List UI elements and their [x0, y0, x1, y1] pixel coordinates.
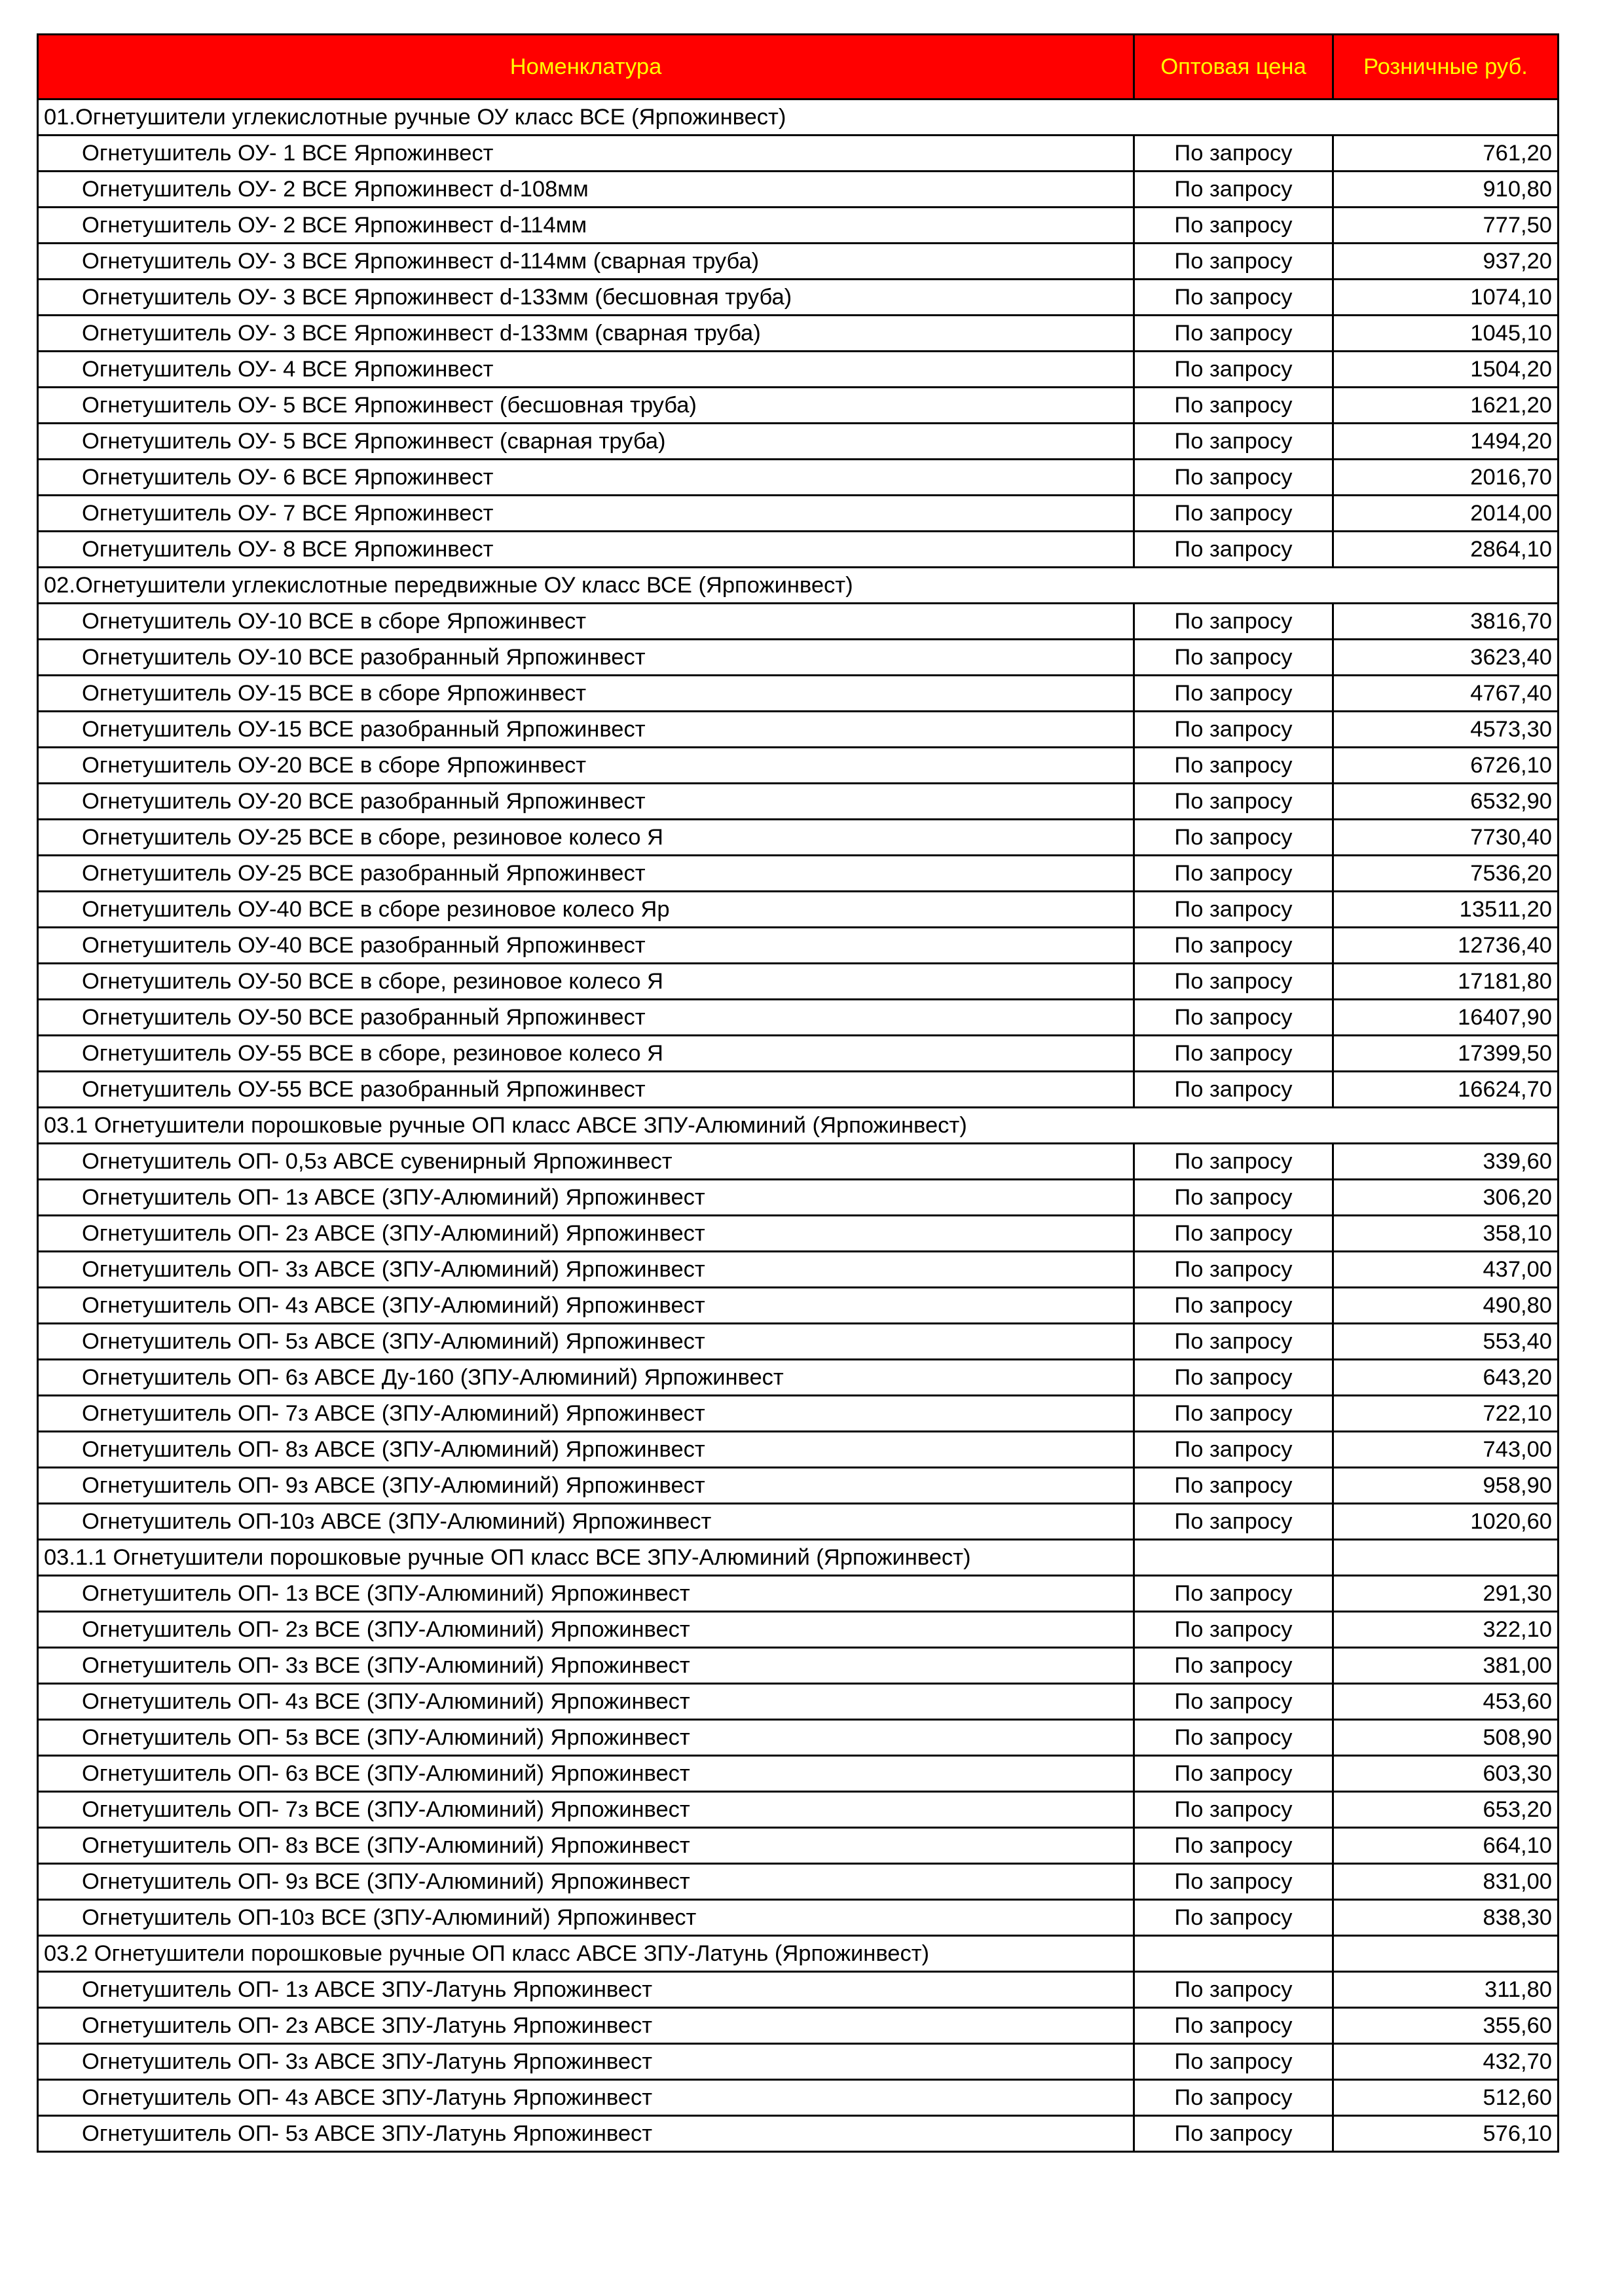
wholesale-price-cell: По запросу	[1134, 2008, 1333, 2044]
item-name-cell: Огнетушитель ОП- 4з ВСЕ (ЗПУ-Алюминий) Ярпожинвест	[38, 1684, 1134, 1720]
wholesale-price-cell: По запросу	[1134, 244, 1333, 280]
wholesale-price-cell: По запросу	[1134, 1900, 1333, 1936]
retail-price-cell: 6726,10	[1333, 748, 1559, 784]
item-name-cell: Огнетушитель ОУ-20 ВСЕ разобранный Ярпожинвест	[38, 784, 1134, 820]
item-name-cell: Огнетушитель ОП- 8з ВСЕ (ЗПУ-Алюминий) Ярпожинвест	[38, 1828, 1134, 1864]
header-row	[38, 35, 1559, 100]
item-name-cell: Огнетушитель ОП- 2з АВСЕ ЗПУ-Латунь Ярпожинвест	[38, 2008, 1134, 2044]
item-name-cell: Огнетушитель ОУ-40 ВСЕ в сборе резиновое колесо Яр	[38, 892, 1134, 928]
header-name-column: Номенклатура	[38, 35, 1134, 100]
wholesale-price-cell: По запросу	[1134, 1612, 1333, 1648]
wholesale-price-cell: По запросу	[1134, 388, 1333, 424]
retail-price-cell: 453,60	[1333, 1684, 1559, 1720]
retail-price-cell: 4573,30	[1333, 712, 1559, 748]
table-row	[38, 1252, 1559, 1288]
table-row	[38, 1864, 1559, 1900]
wholesale-price-cell: По запросу	[1134, 1720, 1333, 1756]
retail-price-cell: 664,10	[1333, 1828, 1559, 1864]
wholesale-price-cell: По запросу	[1134, 1216, 1333, 1252]
table-row	[38, 1576, 1559, 1612]
item-name-cell: Огнетушитель ОУ- 3 ВСЕ Ярпожинвест d-133мм (сварная труба)	[38, 316, 1134, 352]
wholesale-price-cell: По запросу	[1134, 1864, 1333, 1900]
section-title: 03.2 Огнетушители порошковые ручные ОП класс АВСЕ ЗПУ-Латунь (Ярпожинвест)	[38, 1936, 1134, 1972]
item-name-cell: Огнетушитель ОП- 7з ВСЕ (ЗПУ-Алюминий) Ярпожинвест	[38, 1792, 1134, 1828]
section-title: 02.Огнетушители углекислотные передвижные ОУ класс ВСЕ (Ярпожинвест)	[38, 568, 1559, 604]
table-row	[38, 532, 1559, 568]
table-row	[38, 352, 1559, 388]
section-title: 03.1 Огнетушители порошковые ручные ОП класс АВСЕ ЗПУ-Алюминий (Ярпожинвест)	[38, 1108, 1559, 1144]
wholesale-price-cell: По запросу	[1134, 1396, 1333, 1432]
retail-price-cell: 291,30	[1333, 1576, 1559, 1612]
retail-price-cell: 17399,50	[1333, 1036, 1559, 1072]
item-name-cell: Огнетушитель ОУ- 3 ВСЕ Ярпожинвест d-114мм (сварная труба)	[38, 244, 1134, 280]
section-empty-retail	[1333, 1936, 1559, 1972]
item-name-cell: Огнетушитель ОП- 1з ВСЕ (ЗПУ-Алюминий) Ярпожинвест	[38, 1576, 1134, 1612]
table-row	[38, 388, 1559, 424]
item-name-cell: Огнетушитель ОП-10з ВСЕ (ЗПУ-Алюминий) Ярпожинвест	[38, 1900, 1134, 1936]
wholesale-price-cell: По запросу	[1134, 280, 1333, 316]
wholesale-price-cell: По запросу	[1134, 928, 1333, 964]
item-name-cell: Огнетушитель ОП- 1з АВСЕ ЗПУ-Латунь Ярпожинвест	[38, 1972, 1134, 2008]
retail-price-cell: 553,40	[1333, 1324, 1559, 1360]
wholesale-price-cell: По запросу	[1134, 640, 1333, 676]
wholesale-price-cell: По запросу	[1134, 136, 1333, 172]
item-name-cell: Огнетушитель ОУ-50 ВСЕ в сборе, резиновое колесо Я	[38, 964, 1134, 1000]
retail-price-cell: 306,20	[1333, 1180, 1559, 1216]
table-row	[38, 424, 1559, 460]
table-row	[38, 496, 1559, 532]
table-row	[38, 1684, 1559, 1720]
retail-price-cell: 576,10	[1333, 2116, 1559, 2152]
retail-price-cell: 381,00	[1333, 1648, 1559, 1684]
table-row	[38, 244, 1559, 280]
retail-price-cell: 653,20	[1333, 1792, 1559, 1828]
wholesale-price-cell: По запросу	[1134, 532, 1333, 568]
item-name-cell: Огнетушитель ОП- 4з АВСЕ ЗПУ-Латунь Ярпожинвест	[38, 2080, 1134, 2116]
section-row	[38, 568, 1559, 604]
wholesale-price-cell: По запросу	[1134, 1792, 1333, 1828]
table-row	[38, 460, 1559, 496]
item-name-cell: Огнетушитель ОУ-10 ВСЕ в сборе Ярпожинвест	[38, 604, 1134, 640]
retail-price-cell: 13511,20	[1333, 892, 1559, 928]
wholesale-price-cell: По запросу	[1134, 892, 1333, 928]
item-name-cell: Огнетушитель ОП- 1з АВСЕ (ЗПУ-Алюминий) Ярпожинвест	[38, 1180, 1134, 1216]
wholesale-price-cell: По запросу	[1134, 604, 1333, 640]
wholesale-price-cell: По запросу	[1134, 1144, 1333, 1180]
item-name-cell: Огнетушитель ОУ- 5 ВСЕ Ярпожинвест (бесшовная труба)	[38, 388, 1134, 424]
wholesale-price-cell: По запросу	[1134, 1468, 1333, 1504]
retail-price-cell: 322,10	[1333, 1612, 1559, 1648]
wholesale-price-cell: По запросу	[1134, 1288, 1333, 1324]
wholesale-price-cell: По запросу	[1134, 1324, 1333, 1360]
item-name-cell: Огнетушитель ОУ-55 ВСЕ в сборе, резиновое колесо Я	[38, 1036, 1134, 1072]
section-title: 01.Огнетушители углекислотные ручные ОУ класс ВСЕ (Ярпожинвест)	[38, 100, 1559, 136]
retail-price-cell: 16407,90	[1333, 1000, 1559, 1036]
table-row	[38, 136, 1559, 172]
wholesale-price-cell: По запросу	[1134, 1072, 1333, 1108]
wholesale-price-cell: По запросу	[1134, 1036, 1333, 1072]
table-row	[38, 1900, 1559, 1936]
wholesale-price-cell: По запросу	[1134, 1648, 1333, 1684]
table-row	[38, 1504, 1559, 1540]
section-title: 03.1.1 Огнетушители порошковые ручные ОП класс ВСЕ ЗПУ-Алюминий (Ярпожинвест)	[38, 1540, 1134, 1576]
wholesale-price-cell: По запросу	[1134, 172, 1333, 208]
item-name-cell: Огнетушитель ОП- 9з АВСЕ (ЗПУ-Алюминий) Ярпожинвест	[38, 1468, 1134, 1504]
retail-price-cell: 722,10	[1333, 1396, 1559, 1432]
wholesale-price-cell: По запросу	[1134, 712, 1333, 748]
table-row	[38, 892, 1559, 928]
wholesale-price-cell: По запросу	[1134, 1684, 1333, 1720]
section-empty-wholesale	[1134, 1540, 1333, 1576]
item-name-cell: Огнетушитель ОП- 6з АВСЕ Ду-160 (ЗПУ-Алюминий) Ярпожинвест	[38, 1360, 1134, 1396]
retail-price-cell: 358,10	[1333, 1216, 1559, 1252]
retail-price-cell: 2864,10	[1333, 532, 1559, 568]
wholesale-price-cell: По запросу	[1134, 1000, 1333, 1036]
wholesale-price-cell: По запросу	[1134, 856, 1333, 892]
item-name-cell: Огнетушитель ОП- 3з АВСЕ ЗПУ-Латунь Ярпожинвест	[38, 2044, 1134, 2080]
retail-price-cell: 777,50	[1333, 208, 1559, 244]
table-row	[38, 2008, 1559, 2044]
retail-price-cell: 4767,40	[1333, 676, 1559, 712]
retail-price-cell: 958,90	[1333, 1468, 1559, 1504]
retail-price-cell: 643,20	[1333, 1360, 1559, 1396]
item-name-cell: Огнетушитель ОУ- 2 ВСЕ Ярпожинвест d-114мм	[38, 208, 1134, 244]
item-name-cell: Огнетушитель ОП- 5з АВСЕ ЗПУ-Латунь Ярпожинвест	[38, 2116, 1134, 2152]
table-row	[38, 1468, 1559, 1504]
retail-price-cell: 3816,70	[1333, 604, 1559, 640]
retail-price-cell: 2014,00	[1333, 496, 1559, 532]
retail-price-cell: 7730,40	[1333, 820, 1559, 856]
table-row	[38, 856, 1559, 892]
item-name-cell: Огнетушитель ОП- 4з АВСЕ (ЗПУ-Алюминий) Ярпожинвест	[38, 1288, 1134, 1324]
item-name-cell: Огнетушитель ОУ- 6 ВСЕ Ярпожинвест	[38, 460, 1134, 496]
table-row	[38, 820, 1559, 856]
wholesale-price-cell: По запросу	[1134, 1972, 1333, 2008]
table-row	[38, 748, 1559, 784]
table-row	[38, 2080, 1559, 2116]
table-row	[38, 964, 1559, 1000]
table-row	[38, 1036, 1559, 1072]
table-row	[38, 1216, 1559, 1252]
retail-price-cell: 2016,70	[1333, 460, 1559, 496]
wholesale-price-cell: По запросу	[1134, 208, 1333, 244]
retail-price-cell: 6532,90	[1333, 784, 1559, 820]
table-row	[38, 1720, 1559, 1756]
retail-price-cell: 339,60	[1333, 1144, 1559, 1180]
table-row	[38, 1000, 1559, 1036]
item-name-cell: Огнетушитель ОП- 9з ВСЕ (ЗПУ-Алюминий) Ярпожинвест	[38, 1864, 1134, 1900]
retail-price-cell: 1621,20	[1333, 388, 1559, 424]
table-row	[38, 1828, 1559, 1864]
retail-price-cell: 1494,20	[1333, 424, 1559, 460]
retail-price-cell: 490,80	[1333, 1288, 1559, 1324]
retail-price-cell: 838,30	[1333, 1900, 1559, 1936]
header-wholesale-column: Оптовая цена	[1134, 35, 1333, 100]
wholesale-price-cell: По запросу	[1134, 1576, 1333, 1612]
table-row	[38, 784, 1559, 820]
retail-price-cell: 17181,80	[1333, 964, 1559, 1000]
wholesale-price-cell: По запросу	[1134, 676, 1333, 712]
section-row	[38, 1540, 1559, 1576]
retail-price-cell: 508,90	[1333, 1720, 1559, 1756]
retail-price-cell: 761,20	[1333, 136, 1559, 172]
item-name-cell: Огнетушитель ОУ- 1 ВСЕ Ярпожинвест	[38, 136, 1134, 172]
table-row	[38, 676, 1559, 712]
item-name-cell: Огнетушитель ОП- 5з АВСЕ (ЗПУ-Алюминий) Ярпожинвест	[38, 1324, 1134, 1360]
wholesale-price-cell: По запросу	[1134, 1828, 1333, 1864]
table-row	[38, 1756, 1559, 1792]
table-row	[38, 1396, 1559, 1432]
table-row	[38, 928, 1559, 964]
wholesale-price-cell: По запросу	[1134, 316, 1333, 352]
wholesale-price-cell: По запросу	[1134, 352, 1333, 388]
table-row	[38, 1360, 1559, 1396]
table-row	[38, 604, 1559, 640]
retail-price-cell: 7536,20	[1333, 856, 1559, 892]
wholesale-price-cell: По запросу	[1134, 1252, 1333, 1288]
wholesale-price-cell: По запросу	[1134, 460, 1333, 496]
table-row	[38, 1972, 1559, 2008]
item-name-cell: Огнетушитель ОУ- 7 ВСЕ Ярпожинвест	[38, 496, 1134, 532]
table-row	[38, 1792, 1559, 1828]
item-name-cell: Огнетушитель ОУ-40 ВСЕ разобранный Ярпожинвест	[38, 928, 1134, 964]
item-name-cell: Огнетушитель ОП- 3з АВСЕ (ЗПУ-Алюминий) Ярпожинвест	[38, 1252, 1134, 1288]
retail-price-cell: 437,00	[1333, 1252, 1559, 1288]
table-row	[38, 640, 1559, 676]
wholesale-price-cell: По запросу	[1134, 820, 1333, 856]
wholesale-price-cell: По запросу	[1134, 2116, 1333, 2152]
retail-price-cell: 12736,40	[1333, 928, 1559, 964]
table-row	[38, 1432, 1559, 1468]
retail-price-cell: 603,30	[1333, 1756, 1559, 1792]
item-name-cell: Огнетушитель ОП- 8з АВСЕ (ЗПУ-Алюминий) Ярпожинвест	[38, 1432, 1134, 1468]
item-name-cell: Огнетушитель ОП- 2з ВСЕ (ЗПУ-Алюминий) Ярпожинвест	[38, 1612, 1134, 1648]
retail-price-cell: 1045,10	[1333, 316, 1559, 352]
retail-price-cell: 831,00	[1333, 1864, 1559, 1900]
retail-price-cell: 937,20	[1333, 244, 1559, 280]
wholesale-price-cell: По запросу	[1134, 748, 1333, 784]
table-row	[38, 1288, 1559, 1324]
retail-price-cell: 355,60	[1333, 2008, 1559, 2044]
table-row	[38, 1324, 1559, 1360]
table-row	[38, 1612, 1559, 1648]
table-row	[38, 1144, 1559, 1180]
wholesale-price-cell: По запросу	[1134, 1180, 1333, 1216]
item-name-cell: Огнетушитель ОУ-50 ВСЕ разобранный Ярпожинвест	[38, 1000, 1134, 1036]
price-table	[37, 33, 1559, 2153]
retail-price-cell: 910,80	[1333, 172, 1559, 208]
wholesale-price-cell: По запросу	[1134, 1504, 1333, 1540]
retail-price-cell: 16624,70	[1333, 1072, 1559, 1108]
item-name-cell: Огнетушитель ОУ-20 ВСЕ в сборе Ярпожинвест	[38, 748, 1134, 784]
table-row	[38, 1180, 1559, 1216]
wholesale-price-cell: По запросу	[1134, 2044, 1333, 2080]
wholesale-price-cell: По запросу	[1134, 964, 1333, 1000]
retail-price-cell: 512,60	[1333, 2080, 1559, 2116]
section-row	[38, 1936, 1559, 1972]
table-row	[38, 208, 1559, 244]
table-row	[38, 1072, 1559, 1108]
section-row	[38, 100, 1559, 136]
item-name-cell: Огнетушитель ОУ-55 ВСЕ разобранный Ярпожинвест	[38, 1072, 1134, 1108]
table-row	[38, 1648, 1559, 1684]
wholesale-price-cell: По запросу	[1134, 1756, 1333, 1792]
wholesale-price-cell: По запросу	[1134, 496, 1333, 532]
retail-price-cell: 3623,40	[1333, 640, 1559, 676]
item-name-cell: Огнетушитель ОУ- 3 ВСЕ Ярпожинвест d-133мм (бесшовная труба)	[38, 280, 1134, 316]
item-name-cell: Огнетушитель ОП- 6з ВСЕ (ЗПУ-Алюминий) Ярпожинвест	[38, 1756, 1134, 1792]
table-row	[38, 316, 1559, 352]
item-name-cell: Огнетушитель ОУ-25 ВСЕ в сборе, резиновое колесо Я	[38, 820, 1134, 856]
item-name-cell: Огнетушитель ОУ- 8 ВСЕ Ярпожинвест	[38, 532, 1134, 568]
wholesale-price-cell: По запросу	[1134, 1360, 1333, 1396]
wholesale-price-cell: По запросу	[1134, 1432, 1333, 1468]
retail-price-cell: 311,80	[1333, 1972, 1559, 2008]
item-name-cell: Огнетушитель ОП- 7з АВСЕ (ЗПУ-Алюминий) Ярпожинвест	[38, 1396, 1134, 1432]
table-row	[38, 2116, 1559, 2152]
item-name-cell: Огнетушитель ОУ-15 ВСЕ в сборе Ярпожинвест	[38, 676, 1134, 712]
retail-price-cell: 1074,10	[1333, 280, 1559, 316]
table-row	[38, 712, 1559, 748]
item-name-cell: Огнетушитель ОУ-25 ВСЕ разобранный Ярпожинвест	[38, 856, 1134, 892]
item-name-cell: Огнетушитель ОП- 2з АВСЕ (ЗПУ-Алюминий) Ярпожинвест	[38, 1216, 1134, 1252]
wholesale-price-cell: По запросу	[1134, 424, 1333, 460]
section-row	[38, 1108, 1559, 1144]
item-name-cell: Огнетушитель ОУ- 4 ВСЕ Ярпожинвест	[38, 352, 1134, 388]
table-body	[38, 100, 1559, 2152]
item-name-cell: Огнетушитель ОП- 0,5з АВСЕ сувенирный Ярпожинвест	[38, 1144, 1134, 1180]
table-header	[38, 35, 1559, 100]
wholesale-price-cell: По запросу	[1134, 784, 1333, 820]
retail-price-cell: 1020,60	[1333, 1504, 1559, 1540]
table-row	[38, 172, 1559, 208]
retail-price-cell: 743,00	[1333, 1432, 1559, 1468]
item-name-cell: Огнетушитель ОУ-15 ВСЕ разобранный Ярпожинвест	[38, 712, 1134, 748]
item-name-cell: Огнетушитель ОУ- 2 ВСЕ Ярпожинвест d-108мм	[38, 172, 1134, 208]
section-empty-retail	[1333, 1540, 1559, 1576]
wholesale-price-cell: По запросу	[1134, 2080, 1333, 2116]
table-row	[38, 280, 1559, 316]
item-name-cell: Огнетушитель ОП-10з АВСЕ (ЗПУ-Алюминий) Ярпожинвест	[38, 1504, 1134, 1540]
table-row	[38, 2044, 1559, 2080]
retail-price-cell: 1504,20	[1333, 352, 1559, 388]
header-retail-column: Розничные руб.	[1333, 35, 1559, 100]
item-name-cell: Огнетушитель ОУ-10 ВСЕ разобранный Ярпожинвест	[38, 640, 1134, 676]
retail-price-cell: 432,70	[1333, 2044, 1559, 2080]
item-name-cell: Огнетушитель ОП- 5з ВСЕ (ЗПУ-Алюминий) Ярпожинвест	[38, 1720, 1134, 1756]
item-name-cell: Огнетушитель ОУ- 5 ВСЕ Ярпожинвест (сварная труба)	[38, 424, 1134, 460]
item-name-cell: Огнетушитель ОП- 3з ВСЕ (ЗПУ-Алюминий) Ярпожинвест	[38, 1648, 1134, 1684]
section-empty-wholesale	[1134, 1936, 1333, 1972]
